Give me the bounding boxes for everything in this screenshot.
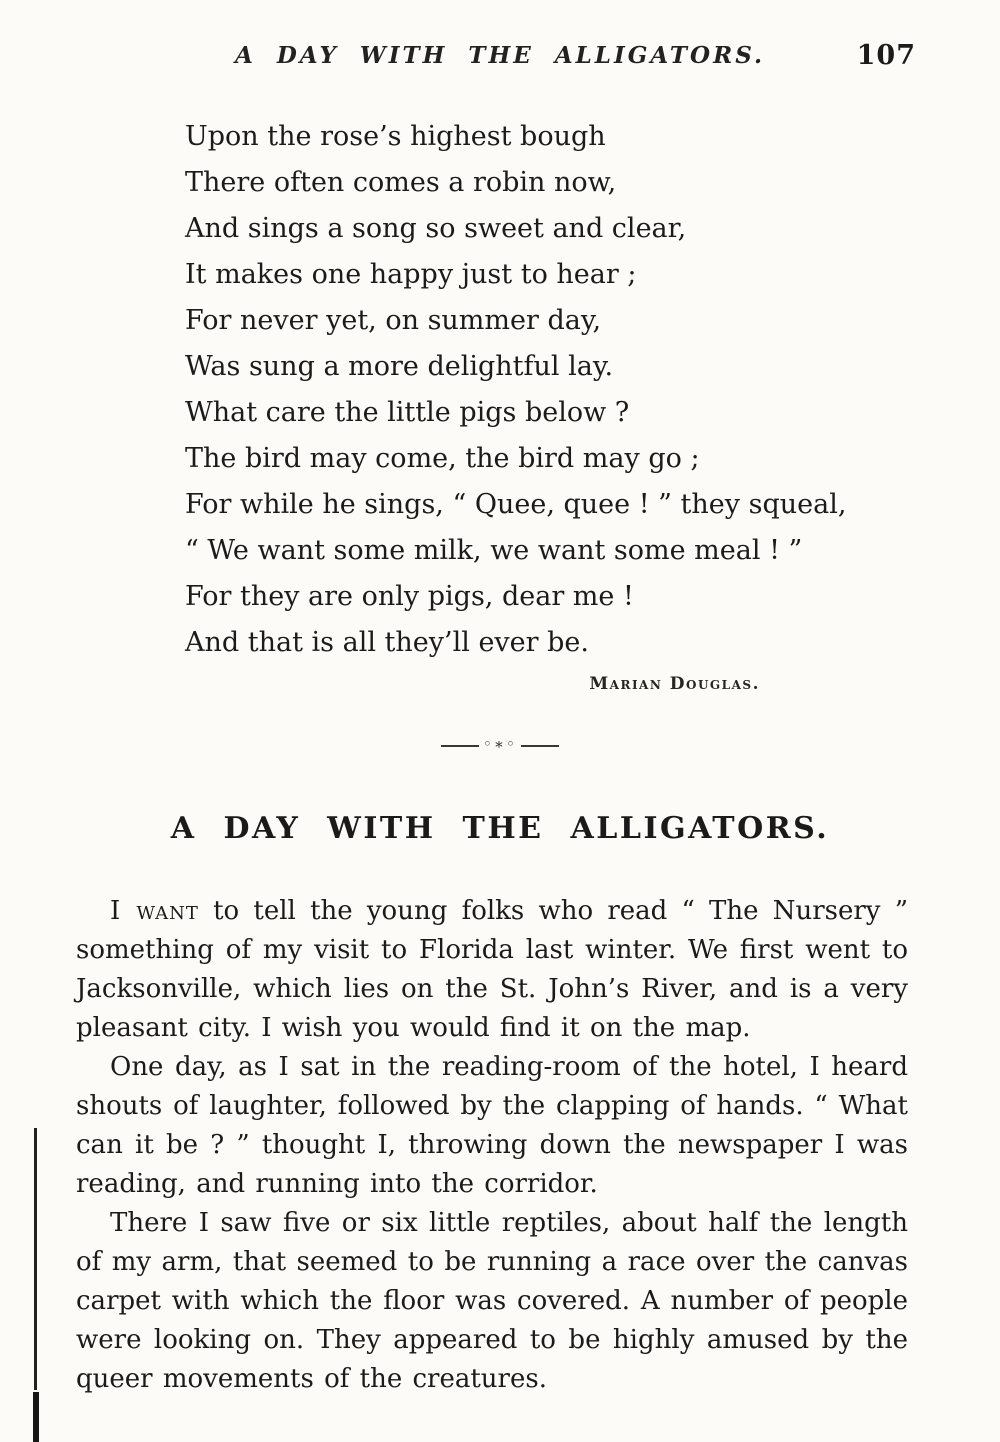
poem-line: And sings a song so sweet and clear, [185, 213, 687, 244]
page-header [0, 0, 1000, 82]
article-body [76, 892, 908, 1399]
paragraph: There I saw five or six little reptiles, about half the length of my arm, that seemed to be running a race over the canvas carpet with which the floor was covered. A number of people were looking on. They appeared to be highly amused by the queer movements of the creatures. [76, 1208, 908, 1394]
divider-ornament: ◦∗◦ [483, 735, 517, 753]
poem-line: The bird may come, the bird may go ; [185, 443, 700, 474]
running-title: A DAY WITH THE ALLIGATORS. [235, 42, 765, 69]
scan-artifact-line-thick [33, 1392, 39, 1442]
page-number: 107 [856, 40, 916, 71]
paragraph: I want to tell the young folks who read “ The Nursery ” something of my visit to Florida last winter. We first went to Jacksonville, which lies on the St. John’s River, and is a very pleasant city. I wish you would find it on the map. [76, 896, 908, 1043]
paragraph: One day, as I sat in the reading-room of the hotel, I heard shouts of laughter, followed by the clapping of hands. “ What can it be ? ” thought I, throwing down the newspaper I was reading, and running into the corridor. [76, 1052, 908, 1199]
poem-line: Was sung a more delightful lay. [185, 351, 614, 382]
poem-line: For they are only pigs, dear me ! [185, 581, 634, 612]
divider-rule-left [441, 745, 479, 747]
poem-line: “ We want some milk, we want some meal ! ” [185, 535, 803, 566]
poem-line: It makes one happy just to hear ; [185, 259, 637, 290]
paragraph-lead-smallcaps: I want [110, 896, 199, 926]
section-divider [0, 735, 1000, 753]
poem [185, 114, 1000, 666]
poem-line: For never yet, on summer day, [185, 305, 602, 336]
poem-line: There often comes a robin now, [185, 167, 617, 198]
poem-line: For while he sings, “ Quee, quee ! ” they squeal, [185, 489, 847, 520]
poem-line: And that is all they’ll ever be. [185, 627, 589, 658]
divider-rule-right [521, 745, 559, 747]
poem-line: Upon the rose’s highest bough [185, 121, 606, 152]
scan-artifact-line [34, 1128, 37, 1390]
article-title: A DAY WITH THE ALLIGATORS. [170, 811, 830, 846]
poem-line: What care the little pigs below ? [185, 397, 630, 428]
poem-attribution: Marian Douglas. [589, 674, 760, 694]
